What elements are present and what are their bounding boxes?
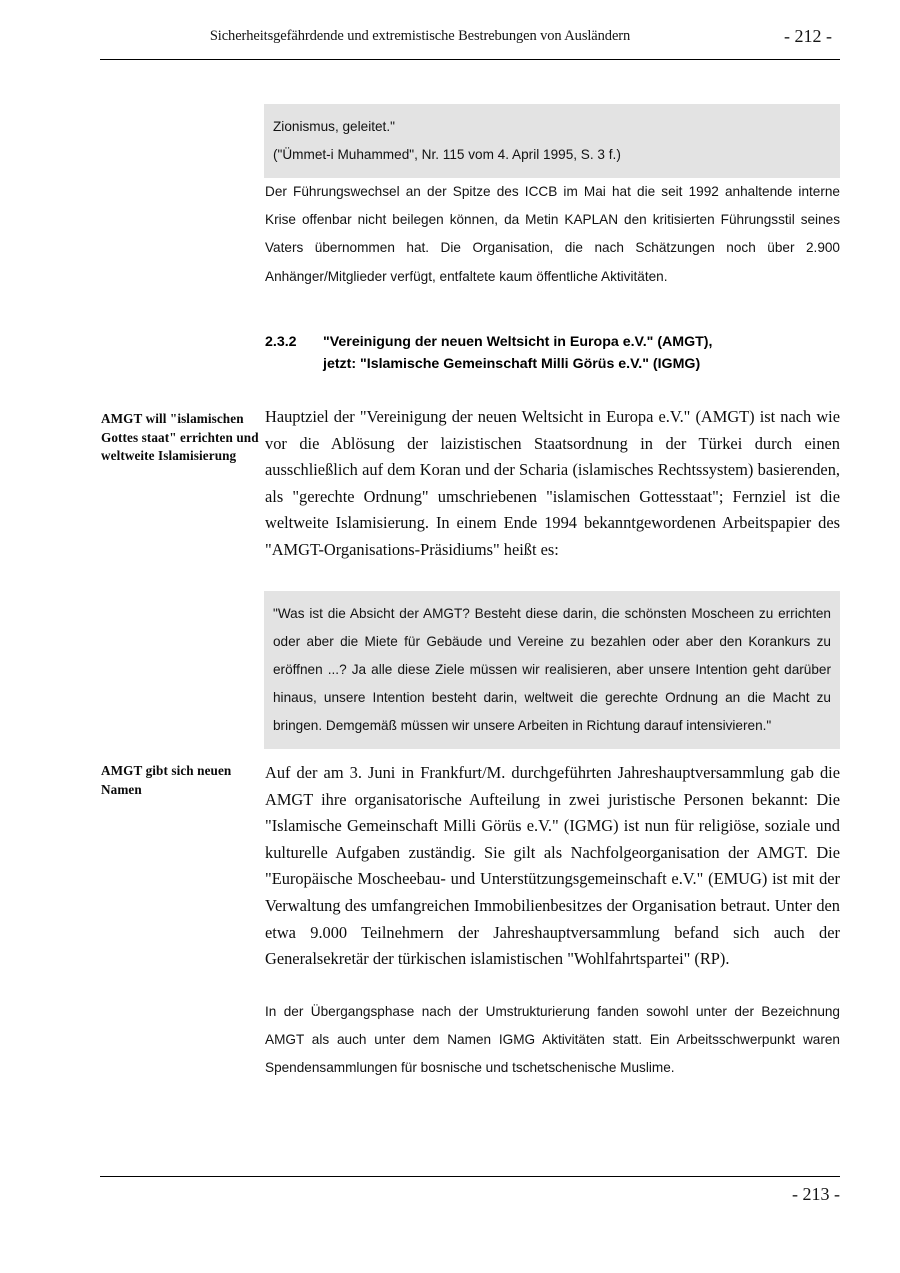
footer-divider-rule xyxy=(100,1176,840,1177)
footer-page-number: - 213 - xyxy=(792,1184,840,1204)
paragraph-jahreshauptversammlung: Auf der am 3. Juni in Frankfurt/M. durchgeführten Jahreshauptversammlung gab die AMGT ihre organisatorische Aufteilung in zwei juristische Personen bekannt: Die "Islamische Gemeinschaft Milli Görüs e.V." (IGMG) ist nun für religiöse, soziale und kulturelle Aufgaben zuständig. Sie gilt als Nachfolgeorganisation der AMGT. Die "Europäische Moscheebau- und Unterstützungsgemeinschaft e.V." (EMUG) ist mit der Verwaltung des umfangreichen Immobilienbesitzes der Organisation betraut. Unter den etwa 9.000 Teilnehmern der Jahreshauptversammlung befand sich auch der Generalsekretär der türkischen islamistischen "Wohlfahrtspartei" (RP). xyxy=(265,763,840,969)
section-title-line-1: "Vereinigung der neuen Weltsicht in Europa e.V." (AMGT), xyxy=(323,334,713,350)
quote-line-1: Zionismus, geleitet." xyxy=(273,119,395,134)
section-title-line-2: jetzt: "Islamische Gemeinschaft Milli Görüs e.V." (IGMG) xyxy=(323,356,701,372)
paragraph-fuehrungswechsel: Der Führungswechsel an der Spitze des ICCB im Mai hat die seit 1992 anhaltende interne Krise offenbar nicht beilegen können, da Metin KAPLAN den kritisierten Führungsstil seines Vaters übernommen hat. Die Organisation, die nach Schätzungen noch über 2.900 Anhänger/Mitglieder verfügt, entfaltete kaum öffentliche Aktivitäten. xyxy=(265,184,840,284)
section-number: 2.3.2 xyxy=(265,334,297,350)
paragraph-uebergangsphase: In der Übergangsphase nach der Umstrukturierung fanden sowohl unter der Bezeichnung AMGT als auch unter dem Namen IGMG Aktivitäten statt. Ein Arbeitsschwerpunkt waren Spendensammlungen für bosnische und tschetschenische Muslime. xyxy=(265,1004,840,1076)
margin-note-neuer-name: AMGT gibt sich neuen Namen xyxy=(101,763,232,797)
margin-note-islamischer-gottesstaat: AMGT will "islamischen Gottes staat" errichten und weltweite Islamisierung xyxy=(101,411,259,464)
quote-block-absicht-der-amgt xyxy=(264,591,840,749)
paragraph-hauptziel-amgt: Hauptziel der "Vereinigung der neuen Weltsicht in Europa e.V." (AMGT) ist nach wie vor die Ablösung der laizistischen Staatsordnung in der Türkei durch einen ausschließlich auf dem Koran und der Scharia (islamisches Rechtssystem) basierenden, als "gerechte Ordnung" umschriebenen "islamischen Gottesstaat"; Fernziel ist die weltweite Islamisierung. In einem Ende 1994 bekanntgewordenen Arbeitspapier des "AMGT-Organisations-Präsidiums" heißt es: xyxy=(265,407,840,559)
quote-text: "Was ist die Absicht der AMGT? Besteht diese darin, die schönsten Moscheen zu errichten oder aber die Miete für Gebäude und Vereine zu bezahlen oder aber den Korankurs zu eröffnen ...? Ja alle diese Ziele müssen wir realisieren, aber unsere Intention geht darüber hinaus, unsere Intention besteht darin, weltweit die gerechte Ordnung an die Macht zu bringen. Demgemäß müssen wir unsere Arbeiten in Richtung darauf intensivieren." xyxy=(273,606,831,733)
header-divider-rule xyxy=(100,59,840,60)
section-heading-2-3-2 xyxy=(265,331,840,375)
header-title: Sicherheitsgefährdende und extremistische Bestrebungen von Ausländern xyxy=(209,28,631,44)
header-page-number: - 212 - xyxy=(784,26,832,46)
quote-block-zionismus xyxy=(264,104,840,178)
quote-line-2: ("Ümmet-i Muhammed", Nr. 115 vom 4. April 1995, S. 3 f.) xyxy=(273,147,621,162)
page-header xyxy=(100,28,840,60)
